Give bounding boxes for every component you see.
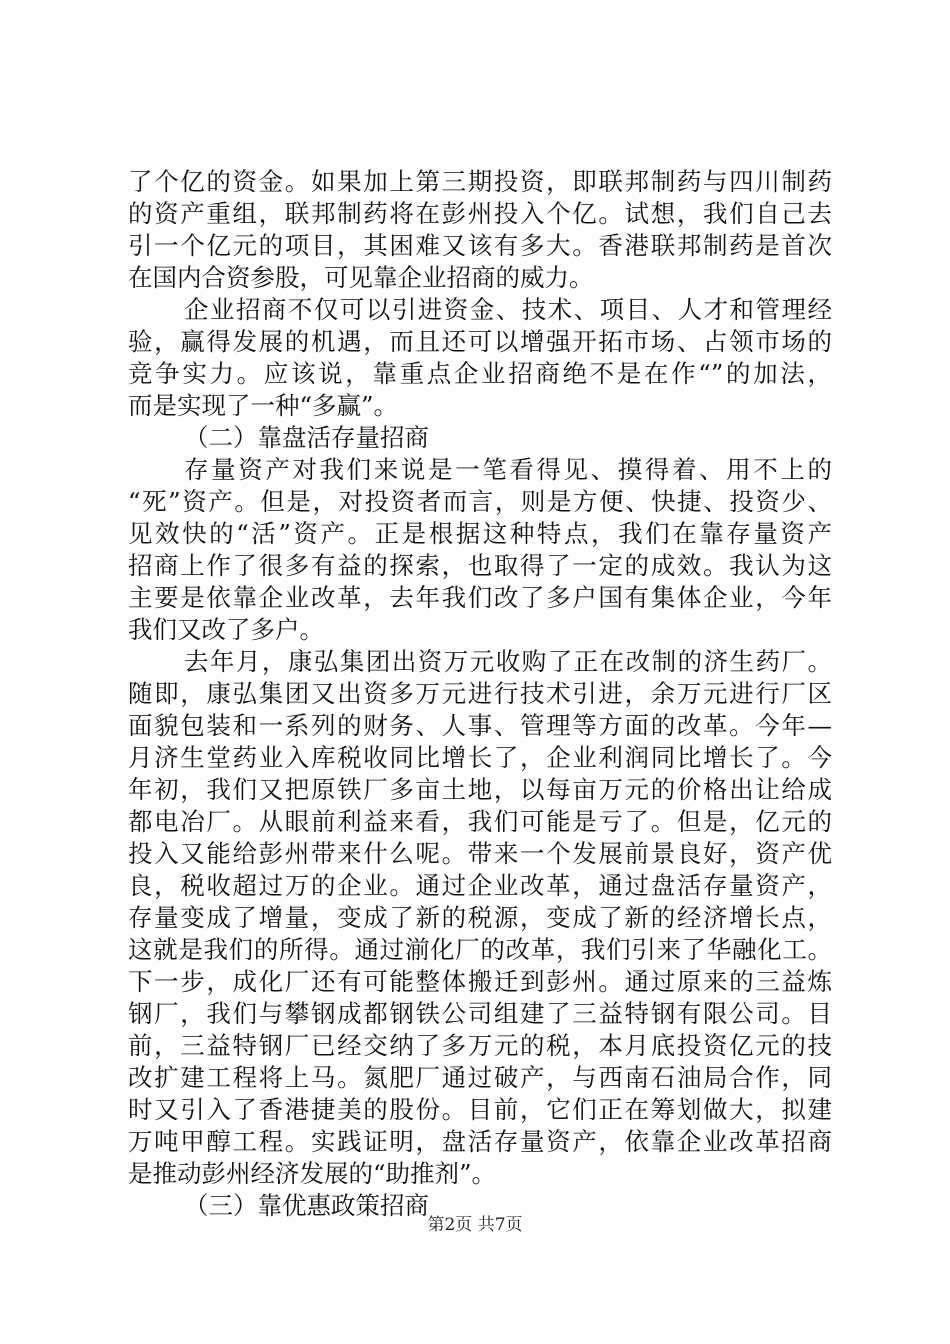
- text-line: 改扩建工程将上马。氮肥厂通过破产，与西南石油局合作，同: [128, 1063, 832, 1092]
- page-number-footer: 第2页 共7页: [427, 1215, 523, 1235]
- text-line: 而是实现了一种“多赢”。: [128, 391, 399, 420]
- document-body: [128, 166, 832, 1222]
- text-line: 在国内合资参股，可见靠企业招商的威力。: [128, 263, 594, 292]
- text-line: 是推动彭州经济发展的“助推剂”。: [128, 1159, 497, 1188]
- text-line: 时又引入了香港捷美的股份。目前，它们正在筹划做大，拟建: [128, 1095, 832, 1124]
- text-line: 投入又能给彭州带来什么呢。带来一个发展前景良好，资产优: [128, 839, 832, 868]
- text-line: 主要是依靠企业改革，去年我们改了多户国有集体企业，今年: [128, 583, 832, 612]
- text-line: 我们又改了多户。: [128, 615, 324, 644]
- text-line: 都电冶厂。从眼前利益来看，我们可能是亏了。但是，亿元的: [128, 807, 832, 836]
- text-line: 年初，我们又把原铁厂多亩土地，以每亩万元的价格出让给成: [128, 775, 832, 804]
- text-line: 这就是我们的所得。通过湔化厂的改革，我们引来了华融化工。: [128, 935, 832, 964]
- text-line: 前，三益特钢厂已经交纳了多万元的税，本月底投资亿元的技: [128, 1031, 832, 1060]
- text-line: 招商上作了很多有益的探索，也取得了一定的成效。我认为这: [128, 551, 832, 580]
- text-line: 下一步，成化厂还有可能整体搬迁到彭州。通过原来的三益炼: [128, 967, 832, 996]
- text-line: 万吨甲醇工程。实践证明，盘活存量资产，依靠企业改革招商: [128, 1127, 832, 1156]
- text-line: 了个亿的资金。如果加上第三期投资，即联邦制药与四川制药: [128, 167, 832, 196]
- section-heading: （三）靠优惠政策招商: [184, 1191, 429, 1220]
- text-line: 存量变成了增量，变成了新的税源，变成了新的经济增长点，: [128, 903, 832, 932]
- text-line: 良，税收超过万的企业。通过企业改革，通过盘活存量资产，: [128, 871, 832, 900]
- text-line: 引一个亿元的项目，其困难又该有多大。香港联邦制药是首次: [128, 231, 832, 260]
- text-line: 企业招商不仅可以引进资金、技术、项目、人才和管理经: [184, 295, 832, 324]
- text-line: 去年月，康弘集团出资万元收购了正在改制的济生药厂。: [184, 647, 832, 676]
- text-line: 见效快的“活”资产。正是根据这种特点，我们在靠存量资产: [128, 519, 832, 548]
- text-line: 面貌包装和一系列的财务、人事、管理等方面的改革。今年—: [128, 711, 832, 740]
- text-line: 的资产重组，联邦制药将在彭州投入个亿。试想，我们自己去: [128, 199, 832, 228]
- text-line: 月济生堂药业入库税收同比增长了，企业利润同比增长了。今: [128, 743, 832, 772]
- text-line: “死”资产。但是，对投资者而言，则是方便、快捷、投资少、: [128, 487, 832, 516]
- text-line: 验，赢得发展的机遇，而且还可以增强开拓市场、占领市场的: [128, 327, 832, 356]
- section-heading: （二）靠盘活存量招商: [184, 423, 429, 452]
- text-line: 随即，康弘集团又出资多万元进行技术引进，余万元进行厂区: [128, 679, 832, 708]
- text-line: 存量资产对我们来说是一笔看得见、摸得着、用不上的: [184, 455, 832, 484]
- text-line: 钢厂，我们与攀钢成都钢铁公司组建了三益特钢有限公司。目: [128, 999, 832, 1028]
- text-line: 竞争实力。应该说，靠重点企业招商绝不是在作“”的加法，: [128, 359, 832, 388]
